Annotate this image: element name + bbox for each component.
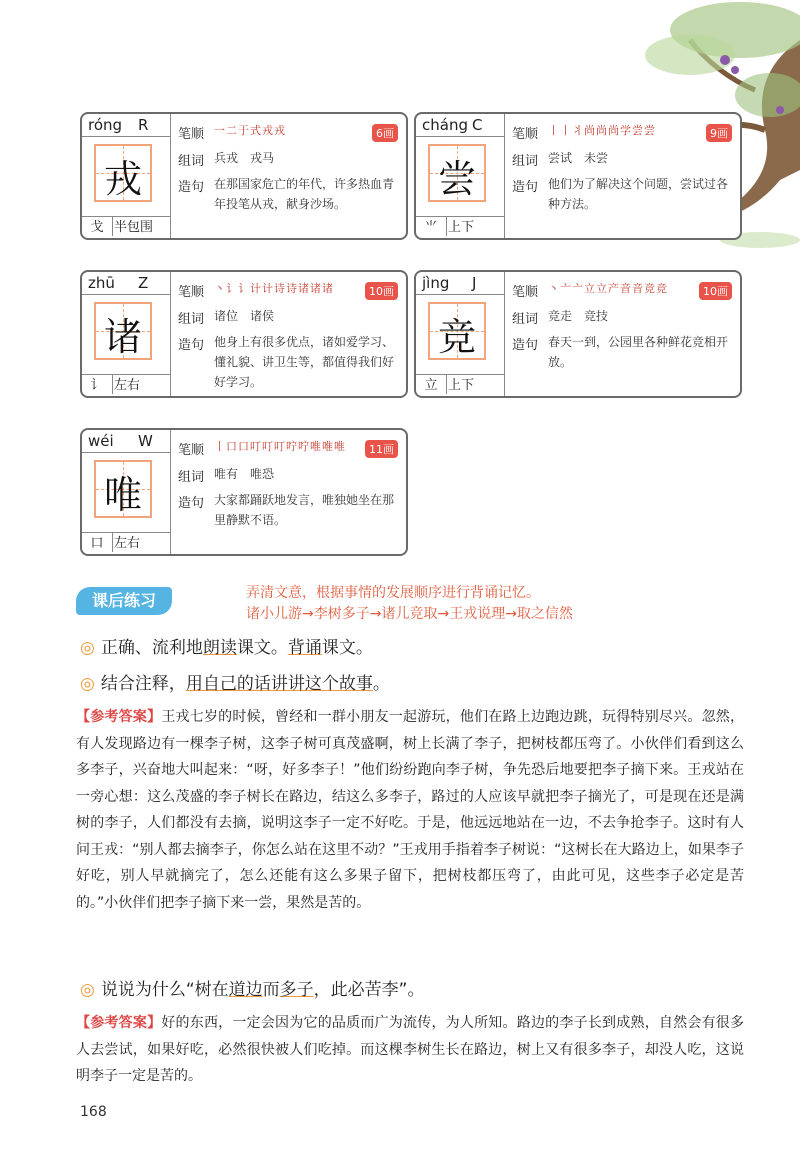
question-1: ◎ 正确、流利地朗读课文。背诵课文。 (80, 638, 373, 658)
question-3: ◎ 说说为什么“树在道边而多子，此必苦李”。 (80, 980, 425, 1000)
stroke-count-badge: 11画 (365, 440, 398, 458)
words-label: 组词 (178, 312, 205, 327)
sentence-label: 造句 (178, 180, 205, 195)
words: 兵戎 戎马 (214, 151, 275, 165)
character: 唯 (103, 473, 142, 517)
char-grid (94, 460, 152, 518)
answer-2: 【参考答案】好的东西，一定会因为它的品质而广为流传，为人所知。路边的李子长到成熟，自然会有很多人去尝试，如果好吃，必然很快被人们吃掉。而这棵李树生长在路边，树上又有很多李子，却没人吃，这说明李子一定是苦的。 (76, 1015, 745, 1084)
initial-letter: Z (138, 274, 149, 292)
sentence: 他们为了解决这个问题，尝试过各种方法。 (548, 177, 729, 211)
stroke-label: 笔顺 (178, 443, 205, 458)
char-card-wei (80, 428, 408, 556)
initial-letter: C (472, 116, 483, 134)
bullet-icon: ◎ (80, 638, 95, 658)
bullet-icon: ◎ (80, 674, 95, 694)
page-number: 168 (80, 1104, 107, 1120)
sentence-label: 造句 (178, 496, 205, 511)
char-card-chang (414, 112, 742, 240)
structure: 左右 (114, 536, 141, 551)
radical: 立 (416, 375, 447, 394)
char-grid (428, 144, 486, 202)
radical: ⺌ (416, 217, 447, 236)
exercise-tag: 课后练习 (76, 587, 172, 615)
char-card-jing (414, 270, 742, 398)
stroke-order: 一二于式戎戎 (214, 124, 286, 137)
words: 尝试 未尝 (548, 151, 609, 165)
sentence: 春天一到，公园里各种鲜花竞相开放。 (548, 335, 729, 369)
structure: 上下 (448, 378, 475, 393)
answer-1: 【参考答案】王戎七岁的时候，曾经和一群小朋友一起游玩，他们在路上边跑边跳，玩得特别尽兴。忽然，有人发现路边有一棵李子树，这李子树可真茂盛啊，树上长满了李子，把树枝都压弯了。小伙伴们看到这么多李子，兴奋地大叫起来：“呀，好多李子！”他们纷纷跑向李子树，争先恐后地要把李子摘下来。王戎站在一旁心想：这么茂盛的李子树长在路边，结这么多李子，路过的人应该早就把李子摘光了，可是现在还是满树的李子，人们都没有去摘，说明这李子一定不好吃。于是，他远远地站在一边，不去争抢李子。这时有人问王戎：“别人都去摘李子，你怎么站在这里不动？”王戎用手指着李子树说：“这树长在大路边上，如果李子好吃，别人早就摘完了，怎么还能有这么多果子留下，把树枝都压弯了，由此可见，这些李子必定是苦的。”小伙伴们把李子摘下来一尝，果然是苦的。 (76, 709, 745, 911)
sentence-label: 造句 (512, 180, 539, 195)
initial-letter: J (472, 274, 477, 292)
sentence-label: 造句 (512, 338, 539, 353)
char-grid (94, 144, 152, 202)
char-grid (428, 302, 486, 360)
stroke-label: 笔顺 (178, 285, 205, 300)
hint-sequence: 诸小儿游→李树多子→诸儿竞取→王戎说理→取之信然 (246, 606, 573, 622)
radical: 讠 (82, 375, 113, 394)
sentence: 他身上有很多优点，诸如爱学习、懂礼貌、讲卫生等，都值得我们好好学习。 (214, 335, 395, 389)
character: 戎 (103, 157, 142, 201)
words-label: 组词 (178, 470, 205, 485)
sentence: 在那国家危亡的年代，许多热血青年投笔从戎，献身沙场。 (214, 177, 395, 211)
stroke-count-badge: 10画 (699, 282, 732, 300)
pinyin: róng (88, 116, 123, 134)
stroke-order: 丨口口叮叮叮咛咛唯唯唯 (214, 440, 346, 453)
words: 唯有 唯恐 (214, 467, 275, 481)
stroke-label: 笔顺 (512, 285, 539, 300)
radical: 戈 (82, 217, 113, 236)
stroke-order: 丶讠讠计计诗诗诸诸诸 (214, 282, 334, 295)
initial-letter: R (138, 116, 149, 134)
words-label: 组词 (512, 154, 539, 169)
char-card-zhu (80, 270, 408, 398)
radical: 口 (82, 533, 113, 552)
answer-label: 【参考答案】 (76, 1015, 162, 1031)
bullet-icon: ◎ (80, 980, 95, 1000)
sentence: 大家都踊跃地发言，唯独她坐在那里静默不语。 (214, 493, 395, 527)
character: 尝 (437, 157, 476, 201)
question-2: ◎ 结合注释，用自己的话讲讲这个故事。 (80, 674, 390, 694)
answer-label: 【参考答案】 (76, 709, 162, 725)
stroke-count-badge: 10画 (365, 282, 398, 300)
stroke-order: 丨丨丬尚尚尚学尝尝 (548, 124, 656, 137)
initial-letter: W (138, 432, 153, 450)
stroke-count-badge: 6画 (372, 124, 398, 142)
words: 诸位 诸侯 (214, 309, 275, 323)
words-label: 组词 (512, 312, 539, 327)
hint-note: 弄清文意，根据事情的发展顺序进行背诵记忆。 (246, 585, 540, 601)
structure: 左右 (114, 378, 141, 393)
structure: 半包围 (114, 220, 154, 235)
stroke-order: 丶亠亠立立产音音竞竞 (548, 282, 668, 295)
stroke-label: 笔顺 (178, 127, 205, 142)
pinyin: wéi (88, 432, 114, 450)
pinyin: cháng (422, 116, 468, 134)
words-label: 组词 (178, 154, 205, 169)
character: 竞 (437, 315, 476, 359)
character: 诸 (103, 315, 142, 359)
char-card-rong (80, 112, 408, 240)
sentence-label: 造句 (178, 338, 205, 353)
stroke-count-badge: 9画 (706, 124, 732, 142)
structure: 上下 (448, 220, 475, 235)
words: 竞走 竞技 (548, 309, 609, 323)
stroke-label: 笔顺 (512, 127, 539, 142)
pinyin: jìng (422, 274, 450, 292)
char-grid (94, 302, 152, 360)
pinyin: zhū (88, 274, 115, 292)
